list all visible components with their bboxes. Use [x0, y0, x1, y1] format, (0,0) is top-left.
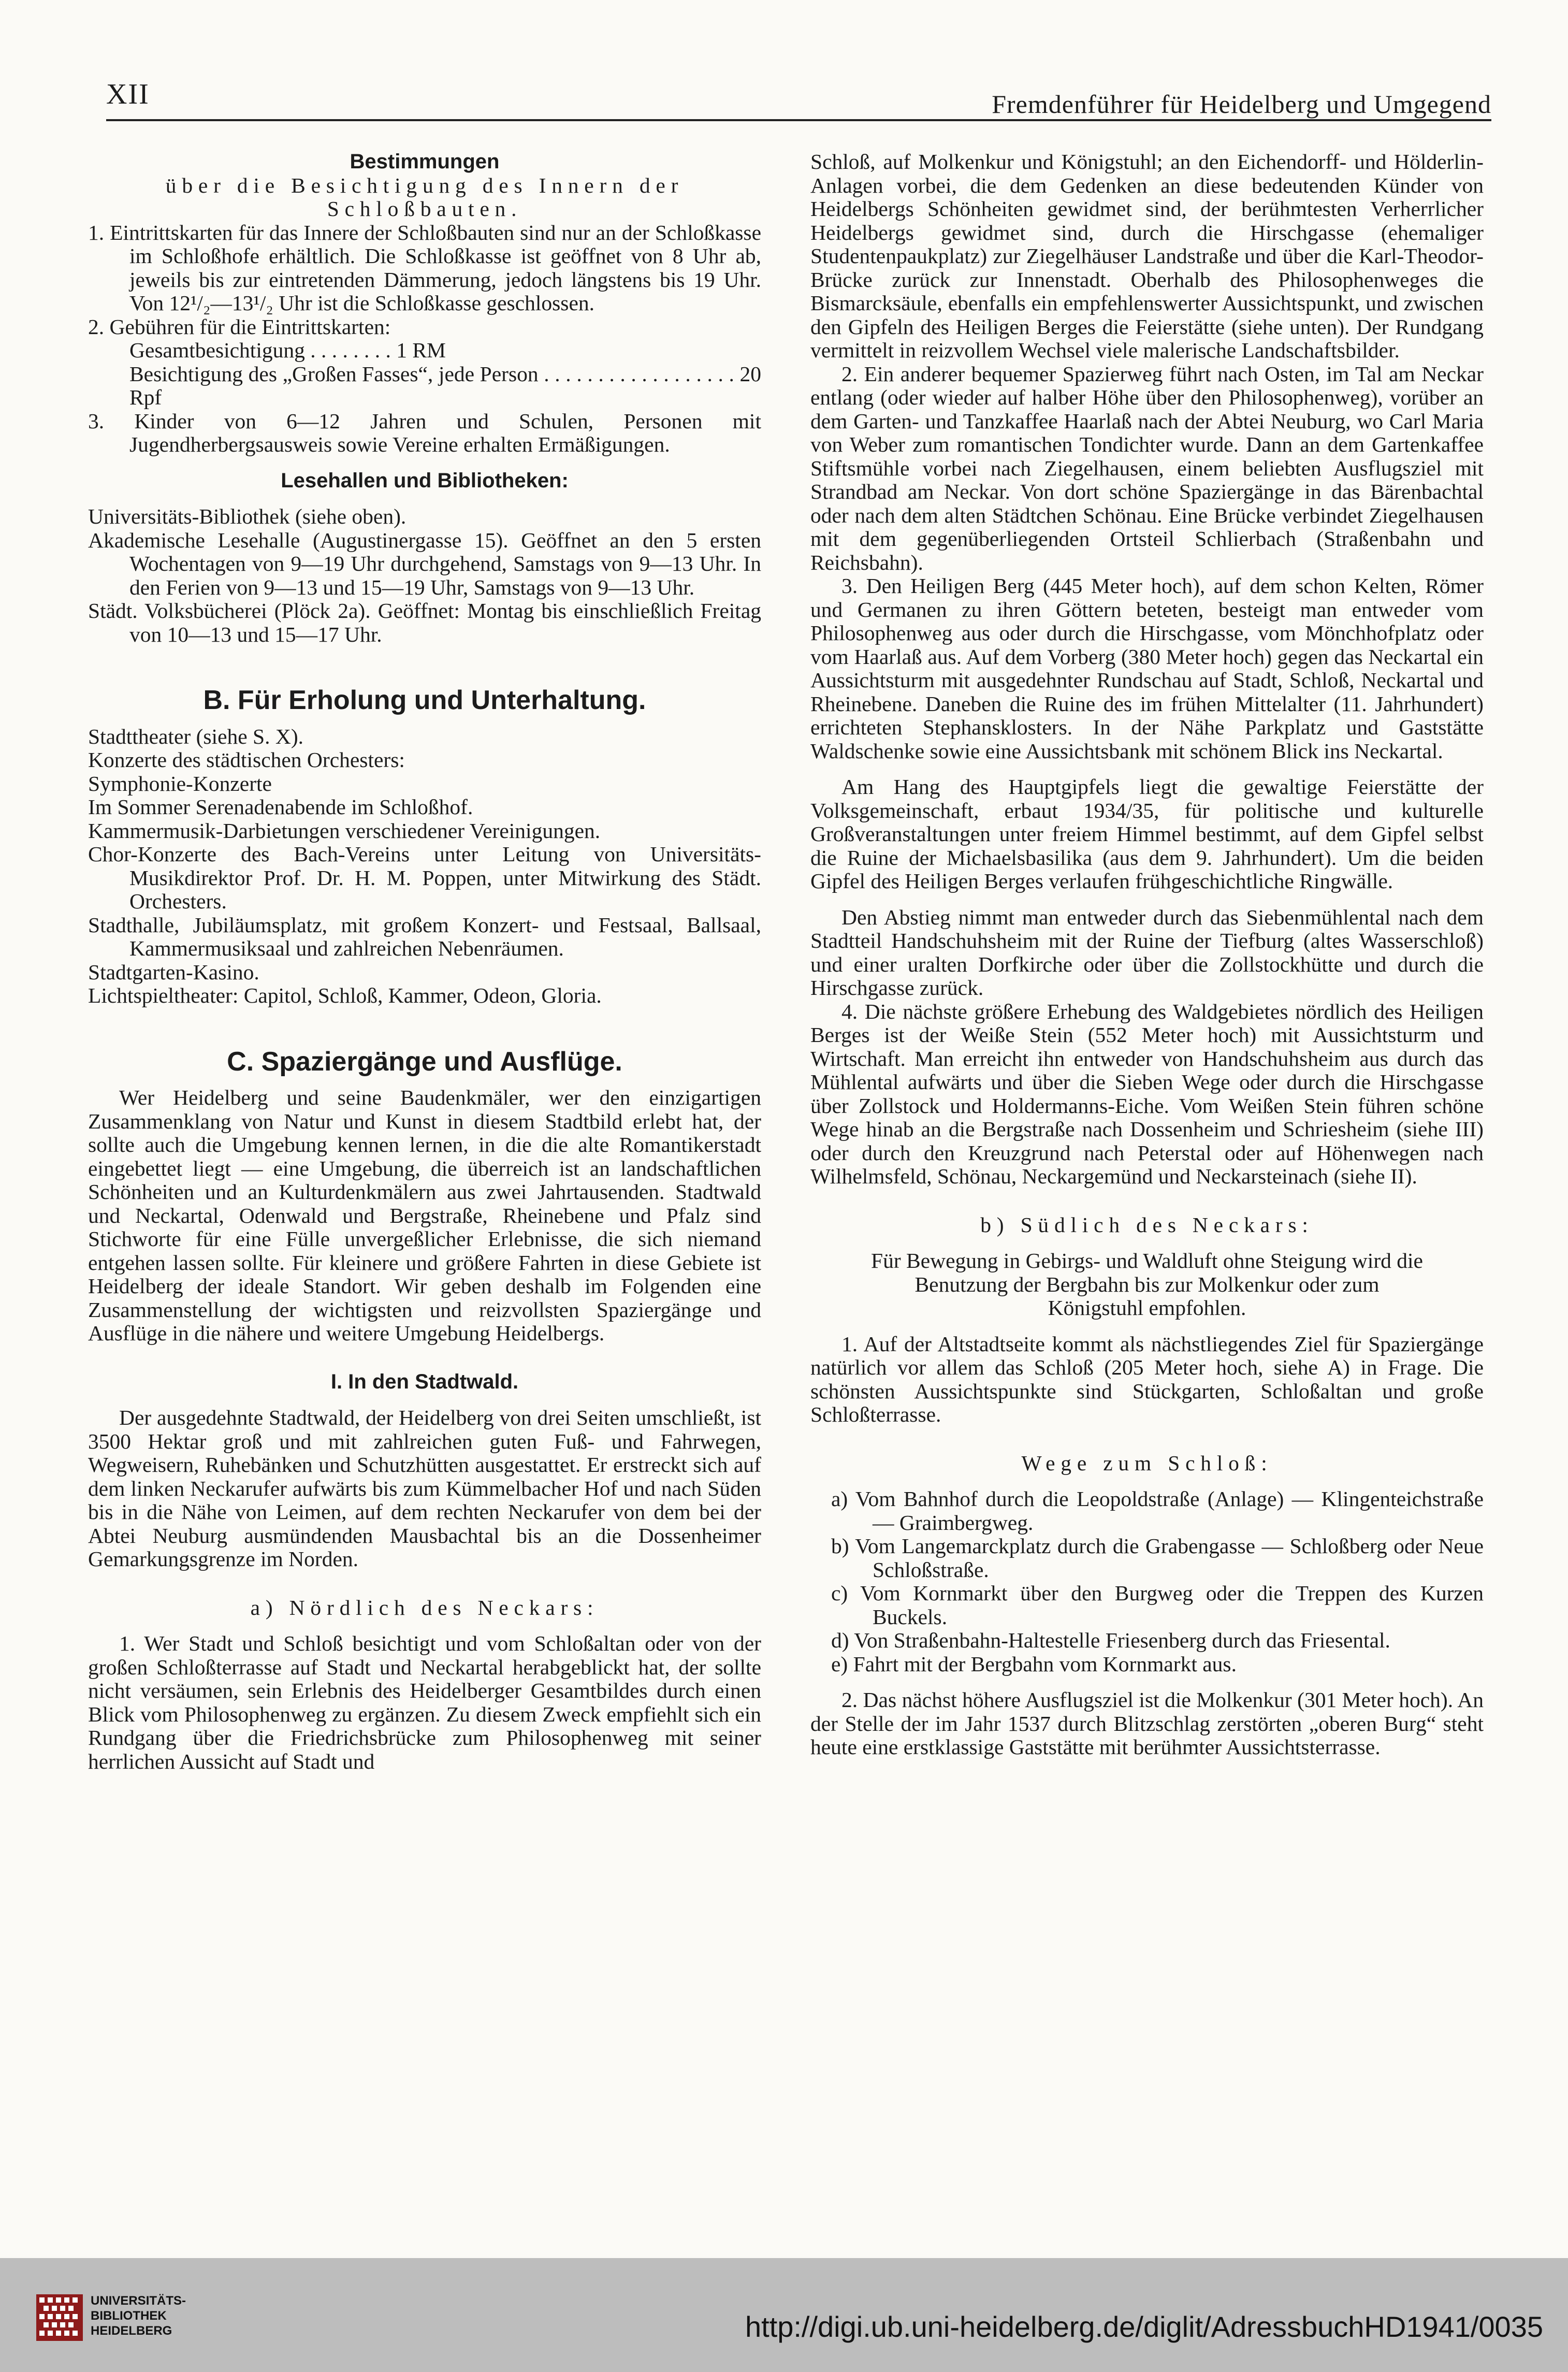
- lesehalle-item: Städt. Volksbücherei (Plöck 2a). Geöffnet: Montag bis einschließlich Freitag von 10—13 und 15—17 Uhr.: [88, 599, 761, 646]
- lesehalle-item: Universitäts-Bibliothek (siehe oben).: [88, 504, 406, 528]
- entertainment-item: Kammermusik-Darbietungen verschiedener Vereinigungen.: [88, 818, 601, 843]
- entertainment-item: Konzerte des städtischen Orchesters:: [88, 748, 405, 772]
- nord-text: 1. Wer Stadt und Schloß besichtigt und vom Schloßaltan oder von der großen Schloßterrasse auf Stadt und Neckartal herabgeblickt hat, der sollte nicht versäumen, sein Erlebnis des Heidelberger Gesamtbildes durch einen Blick vom Philosophenweg zu ergänzen. Zu diesem Zweck empfiehlt sich ein Rundgang über die Friedrichsbrücke zum Philosophenweg mit seiner herrlichen Aussicht auf Stadt und: [88, 1631, 761, 1773]
- entertainment-item: Stadttheater (siehe S. X).: [88, 724, 304, 748]
- bestimmungen-subheading: über die Besichtigung des Innern der Schloßbauten.: [165, 173, 684, 221]
- entertainment-item: Symphonie-Konzerte: [88, 771, 272, 796]
- sued-subheading: Für Bewegung in Gebirgs- und Waldluft ohne Steigung wird die Benutzung der Bergbahn bis zur Molkenkur oder zum Königstuhl empfohlen.: [871, 1249, 1423, 1320]
- bestimmungen-heading: Bestimmungen: [350, 150, 500, 173]
- rule-item-3: 3. Kinder von 6—12 Jahren und Schulen, Personen mit Jugendherbergsausweis sowie Vereine erhalten Ermäßigungen.: [88, 409, 761, 456]
- paragraph-heiliger-berg: 3. Den Heiligen Berg (445 Meter hoch), auf dem schon Kelten, Römer und Germanen zu ihren Göttern beteten, besteigt man entweder vom Philosophenweg aus oder durch die Hirschgasse, vom Mönchhofplatz oder vom Haarlaß aus. Auf dem Vorberg (380 Meter hoch) gegen das Neckartal ein Aussichtsturm mit ausgedehnter Rundschau auf Stadt, Schloß, Neckartal und Rheinebene. Daneben die Ruine des im frühen Mittelalter (11. Jahrhundert) errichteten Stephansklosters. In der Nähe Parkplatz und Gaststätte Waldschenke sowie eine Aussichtsbank mit schönem Blick ins Neckartal.: [810, 574, 1484, 763]
- entertainment-item: Stadthalle, Jubiläumsplatz, mit großem Konzert- und Festsaal, Ballsaal, Kammermusiksaal und zahlreichen Nebenräumen.: [88, 913, 761, 960]
- left-column: [88, 150, 761, 1773]
- library-logo-icon: [36, 2294, 83, 2341]
- rule-item-1: 1. Eintrittskarten für das Innere der Schloßbauten sind nur an der Schloßkasse im Schloßhofe erhältlich. Die Schloßkasse ist geöffnet von 8 Uhr ab, jeweils bis zur eintretenden Dämmerung, jedoch längstens bis 19 Uhr. Von 12¹/₂—13¹/₂ Uhr ist die Schloßkasse geschlossen.: [88, 220, 761, 315]
- fee-line-total: Gesamtbesichtigung . . . . . . . . 1 RM: [129, 338, 446, 362]
- running-title: Fremdenführer für Heidelberg und Umgegend: [992, 90, 1491, 119]
- paragraph-rundgang: Schloß, auf Molkenkur und Königstuhl; an den Eichendorff- und Hölderlin-Anlagen vorbei, die dem Gedenken an diese bedeutenden Künder von Heidelbergs Schönheiten gewidmet sind, der berühmtesten Verherrlicher Heidelbergs gewidmet sind, durch die Hirschgasse (ehemaliger Studentenpaukplatz) zur Ziegelhäuser Landstraße und über die Karl-Theodor-Brücke zurück zur Innenstadt. Oberhalb des Philosophenweges die Bismarcksäule, ebenfalls ein empfehlenswerter Aussichtspunkt, und zwischen den Gipfeln des Heiligen Berges die Feierstätte (siehe unten). Der Rundgang vermittelt in reizvollem Wechsel viele malerische Landschaftsbilder.: [810, 150, 1484, 362]
- entertainment-item: Lichtspieltheater: Capitol, Schloß, Kammer, Odeon, Gloria.: [88, 983, 602, 1007]
- sued-heading: b) Südlich des Neckars:: [980, 1212, 1314, 1237]
- nord-heading: a) Nördlich des Neckars:: [250, 1595, 599, 1619]
- paragraph-feierstaette: Am Hang des Hauptgipfels liegt die gewaltige Feierstätte der Volksgemeinschaft, erbaut 1934/35, für politische und kulturelle Großveranstaltungen unter freiem Himmel bestimmt, auf dem Gipfel selbst die Ruine der Michaelsbasilika (aus dem 9. Jahrhundert). Um die beiden Gipfel des Heiligen Berges verlaufen frühgeschichtliche Ringwälle.: [810, 775, 1484, 893]
- entertainment-item: Im Sommer Serenadenabende im Schloßhof.: [88, 795, 473, 819]
- lesehalle-item: Akademische Lesehalle (Augustinergasse 15). Geöffnet an den 5 ersten Wochentagen von 9—19 Uhr durchgehend, Samstags von 9—13 Uhr. In den Ferien von 9—13 und 15—19 Uhr, Samstags von 9—13 Uhr.: [88, 528, 761, 599]
- library-name: [91, 2293, 186, 2338]
- header-rule: [106, 119, 1491, 121]
- page-number: XII: [106, 78, 150, 110]
- lesehallen-heading: Lesehallen und Bibliotheken:: [281, 469, 569, 492]
- page-header: [83, 67, 1491, 129]
- route-item: e) Fahrt mit der Bergbahn vom Kornmarkt aus.: [831, 1652, 1237, 1676]
- route-item: b) Vom Langemarckplatz durch die Grabengasse — Schloßberg oder Neue Schloßstraße.: [831, 1534, 1484, 1582]
- library-name-line: HEIDELBERG: [91, 2324, 172, 2338]
- paragraph-molkenkur: 2. Das nächst höhere Ausflugsziel ist die Molkenkur (301 Meter hoch). An der Stelle der im Jahr 1537 durch Blitzschlag zerstörten „oberen Burg“ steht heute eine erstklassige Gaststätte mit berühmter Aussichtsterrasse.: [810, 1688, 1484, 1759]
- footer-bar: [0, 2258, 1568, 2372]
- library-name-line: UNIVERSITÄTS-: [91, 2294, 186, 2308]
- stadtwald-heading: I. In den Stadtwald.: [330, 1370, 519, 1393]
- paragraph-osten: 2. Ein anderer bequemer Spazierweg führt nach Osten, im Tal am Neckar entlang (oder wieder auf halber Höhe über den Philosophenweg), vorüber an dem Garten- und Tanzkaffee Haarlaß nach der Abtei Neuburg, wo Carl Maria von Weber zum romantischen Tondichter wurde. Dann an dem Gartenkaffee Stiftsmühle vorbei nach Ziegelhausen, einem beliebten Ausflugsziel mit Strandbad am Neckar. Von dort schöne Spaziergänge in das Bärenbachtal oder nach dem alten Städtchen Schönau. Eine Brücke verbindet Ziegelhausen mit dem gegenüberliegenden Ortsteil Schlierbach (Straßenbahn und Reichsbahn).: [810, 361, 1484, 574]
- section-c-intro: Wer Heidelberg und seine Baudenkmäler, wer den einzigartigen Zusammenklang von Natur und Kunst in diesem Stadtbild erlebt hat, der sollte auch die Umgebung kennen lernen, in die die alte Romantikerstadt eingebettet liegt — eine Umgebung, die überreich ist an landschaftlichen Schönheiten und an Kulturdenkmälern aus zwei Jahrtausenden. Stadtwald und Neckartal, Odenwald und Bergstraße, Rheinebene und Pfalz sind Stichworte für eine Fülle unvergeßlicher Erlebnisse, die sich niemand entgehen lassen sollte. Für kleinere und größere Fahrten in diese Gebiete ist Heidelberg der ideale Standort. Wir geben deshalb im Folgenden eine Zusammenstellung der wichtigsten und reizvollsten Spaziergänge und Ausflüge in die nähere und weitere Umgebung Heidelbergs.: [88, 1086, 761, 1345]
- paragraph-schloss: 1. Auf der Altstadtseite kommt als nächstliegendes Ziel für Spaziergänge natürlich vor allem das Schloß (205 Meter hoch, siehe A) in Frage. Die schönsten Aussichtspunkte sind Stückgarten, Schloßaltan und große Schloßterrasse.: [810, 1332, 1484, 1426]
- section-c-heading: C. Spaziergänge und Ausflüge.: [227, 1046, 622, 1077]
- library-name-line: BIBLIOTHEK: [91, 2309, 167, 2323]
- fee-line-fass: Besichtigung des „Großen Fasses“, jede Person . . . . . . . . . . . . . . . . . . 20 Rpf: [129, 361, 761, 409]
- stadtwald-text: Der ausgedehnte Stadtwald, der Heidelberg von drei Seiten umschließt, ist 3500 Hektar groß und mit zahlreichen guten Fuß- und Fahrwegen, Wegweisern, Ruhebänken und Schutzhütten ausgestattet. Er erstreckt sich auf dem linken Neckarufer aufwärts bis zum Kümmelbacher Hof und nach Süden bis in die Nähe von Leimen, auf dem rechten Neckarufer von dem bei der Abtei Neuburg ausmündenden Mausbachtal bis an die Dossenheimer Gemarkungsgrenze im Norden.: [88, 1406, 761, 1571]
- route-item: a) Vom Bahnhof durch die Leopoldstraße (Anlage) — Klingenteichstraße — Graimbergweg.: [831, 1487, 1484, 1535]
- entertainment-item: Stadtgarten-Kasino.: [88, 960, 259, 984]
- route-item: c) Vom Kornmarkt über den Burgweg oder die Treppen des Kurzen Buckels.: [831, 1581, 1484, 1629]
- route-item: d) Von Straßenbahn-Haltestelle Friesenberg durch das Friesental.: [831, 1628, 1390, 1652]
- entertainment-item: Chor-Konzerte des Bach-Vereins unter Leitung von Universitäts-Musikdirektor Prof. Dr. H. M. Poppen, unter Mitwirkung des Städt. Orchesters.: [88, 842, 761, 913]
- rule-item-2: 2. Gebühren für die Eintrittskarten:: [88, 314, 391, 339]
- wege-heading: Wege zum Schloß:: [1021, 1451, 1273, 1475]
- right-column: [810, 150, 1484, 1759]
- section-b-heading: B. Für Erholung und Unterhaltung.: [203, 685, 646, 715]
- paragraph-weisser-stein: 4. Die nächste größere Erhebung des Waldgebietes nördlich des Heiligen Berges ist der Weiße Stein (552 Meter hoch) mit Aussichtsturm und Wirtschaft. Man erreicht ihn entweder von Handschuhsheim aus durch das Mühlental aufwärts und über die Sieben Wege oder durch die Hirschgasse über Zollstock und Holdermanns-Eiche. Vom Weißen Stein führen schöne Wege hinab an die Bergstraße nach Dossenheim und Schriesheim (siehe III) oder durch den Kreuzgrund nach Peterstal oder auf Höhenwegen nach Wilhelmsfeld, Schönau, Neckargemünd und Neckarsteinach (siehe II).: [810, 999, 1484, 1188]
- source-url-link[interactable]: http://digi.ub.uni-heidelberg.de/diglit/AdressbuchHD1941/0035: [745, 2310, 1543, 2343]
- paragraph-abstieg: Den Abstieg nimmt man entweder durch das Siebenmühlental nach dem Stadtteil Handschuhsheim mit der Ruine der Tiefburg (altes Wasserschloß) und einer uralten Dorfkirche oder über die Zollstockhütte und durch die Hirschgasse zurück.: [810, 905, 1484, 1000]
